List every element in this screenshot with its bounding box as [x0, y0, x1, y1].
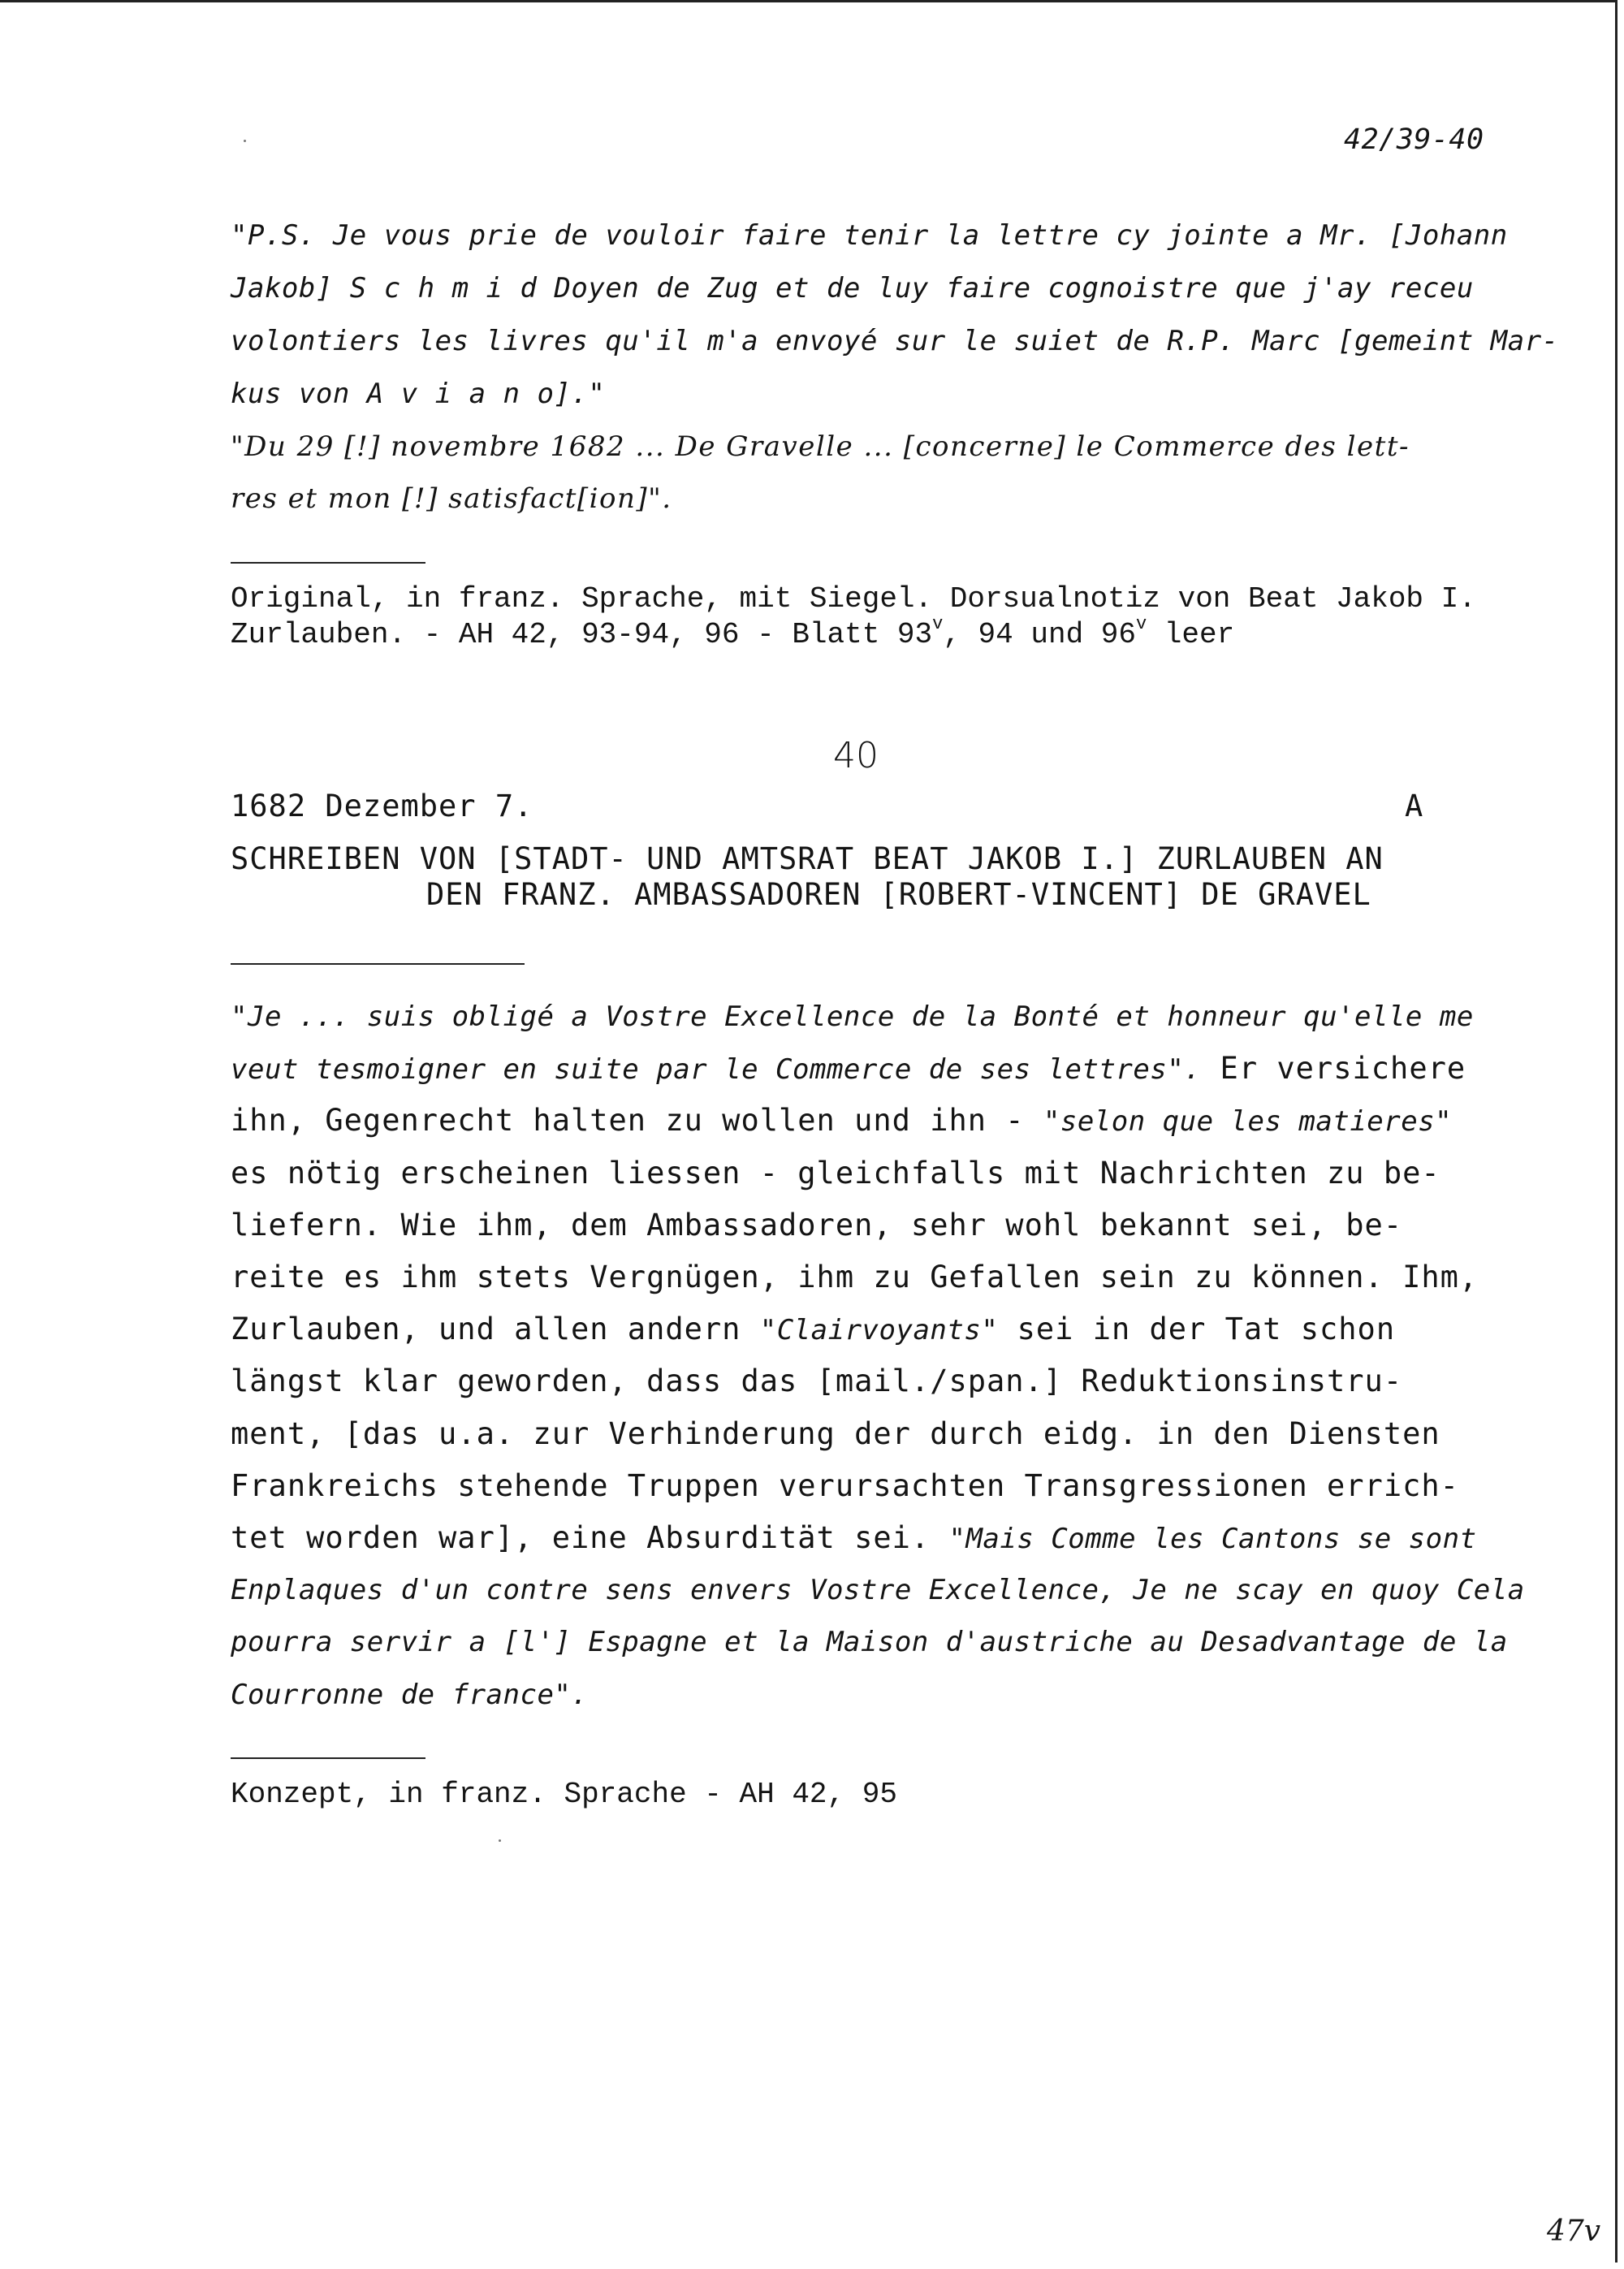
german-text: längst klar geworden, dass das [mail./span.] Reduktionsinstru- [231, 1364, 1403, 1398]
page-reference: 42/39-40 [1344, 123, 1484, 156]
doc39-line: volontiers les livres qu'il m'a envoyé sur le suiet de R.P. Marc [gemeint Mar- [231, 325, 1559, 357]
doc39-source-line1: Original, in franz. Sprache, mit Siegel. Dorsualnotiz von Beat Jakob I. [231, 582, 1476, 616]
title-rule [231, 963, 525, 965]
german-text: reite es ihm stets Vergnügen, ihm zu Gefallen sein zu können. Ihm, [231, 1260, 1479, 1294]
doc39-line: Jakob] S c h m i d Doyen de Zug et de luy faire cognoistre que j'ay receu [231, 272, 1474, 305]
quoted-french-text: "Clairvoyants" [759, 1314, 999, 1346]
doc39-line: res et mon [!] satisfact[ion]". [231, 482, 672, 515]
body-line [231, 1626, 1508, 1658]
source-text: leer [1147, 618, 1235, 651]
german-text: es nötig erscheinen liessen - gleichfalls mit Nachrichten zu be- [231, 1156, 1440, 1191]
german-text: ihn, Gegenrecht halten zu wollen und ihn - [231, 1103, 1043, 1138]
document-number: 40 [833, 735, 879, 776]
quoted-french-text: "Mais Comme les Cantons se sont [948, 1523, 1477, 1555]
document-title-line1: SCHREIBEN VON [STADT- UND AMTSRAT BEAT JAKOB I.] ZURLAUBEN AN [231, 841, 1384, 876]
german-text: ment, [das u.a. zur Verhinderung der durch eidg. in den Diensten [231, 1416, 1440, 1451]
quoted-french-text: "selon que les matieres" [1043, 1105, 1453, 1138]
doc40-source: Konzept, in franz. Sprache - AH 42, 95 [231, 1778, 897, 1811]
quoted-french-text: pourra servir a [l'] Espagne et la Maison d'austriche au Desadvantage de la [231, 1626, 1508, 1658]
body-line [231, 1104, 1452, 1137]
body-line [231, 1001, 1474, 1033]
quoted-french-text: "Je ... suis obligé a Vostre Excellence de la Bonté et honneur qu'elle me [231, 1001, 1474, 1033]
speck [244, 140, 246, 142]
footnote-rule [231, 562, 425, 564]
folio-number: 47v [1547, 2215, 1601, 2248]
doc39-source-line2 [231, 614, 1235, 651]
source-text: Zurlauben. - AH 42, 93-94, 96 - Blatt 93 [231, 618, 933, 651]
document-marker: A [1405, 789, 1424, 823]
german-text: Er versichere [1201, 1051, 1466, 1086]
quoted-french-text: veut tesmoigner en suite par le Commerce de ses lettres". [231, 1053, 1202, 1086]
body-line [231, 1313, 1395, 1346]
doc39-line: kus von A v i a n o]." [231, 378, 606, 410]
doc39-line: "P.S. Je vous prie de vouloir faire tenir la lettre cy jointe a Mr. [Johann [231, 219, 1508, 252]
footnote-rule [231, 1757, 425, 1759]
german-text: Frankreichs stehende Truppen verursachten Transgressionen errich- [231, 1468, 1459, 1503]
body-line [231, 1418, 1440, 1450]
superscript: v [932, 614, 944, 634]
document-date: 1682 Dezember 7. [231, 789, 533, 823]
body-line [231, 1574, 1525, 1606]
quoted-french-text: Enplaques d'un contre sens envers Vostre Excellence, Je ne scay en quoy Cela [231, 1574, 1525, 1606]
superscript: v [1135, 614, 1147, 634]
body-line [231, 1679, 588, 1711]
speck [499, 1839, 501, 1842]
body-line [231, 1209, 1402, 1242]
body-line [231, 1052, 1466, 1085]
body-line [231, 1522, 1477, 1554]
german-text: Zurlauben, und allen andern [231, 1312, 760, 1346]
doc39-line: "Du 29 [!] novembre 1682 ... De Gravelle ... [concerne] le Commerce des lett- [231, 430, 1410, 463]
german-text: liefern. Wie ihm, dem Ambassadoren, sehr wohl bekannt sei, be- [231, 1208, 1403, 1243]
german-text: tet worden war], eine Absurdität sei. [231, 1520, 949, 1555]
body-line [231, 1261, 1478, 1294]
quoted-french-text: Courronne de france". [231, 1679, 589, 1711]
german-text: sei in der Tat schon [998, 1312, 1396, 1346]
body-line [231, 1470, 1459, 1502]
source-text: , 94 und 96 [943, 618, 1136, 651]
document-title-line2: DEN FRANZ. AMBASSADOREN [ROBERT-VINCENT] DE GRAVEL [426, 877, 1371, 912]
body-line [231, 1365, 1402, 1398]
body-line [231, 1157, 1440, 1190]
